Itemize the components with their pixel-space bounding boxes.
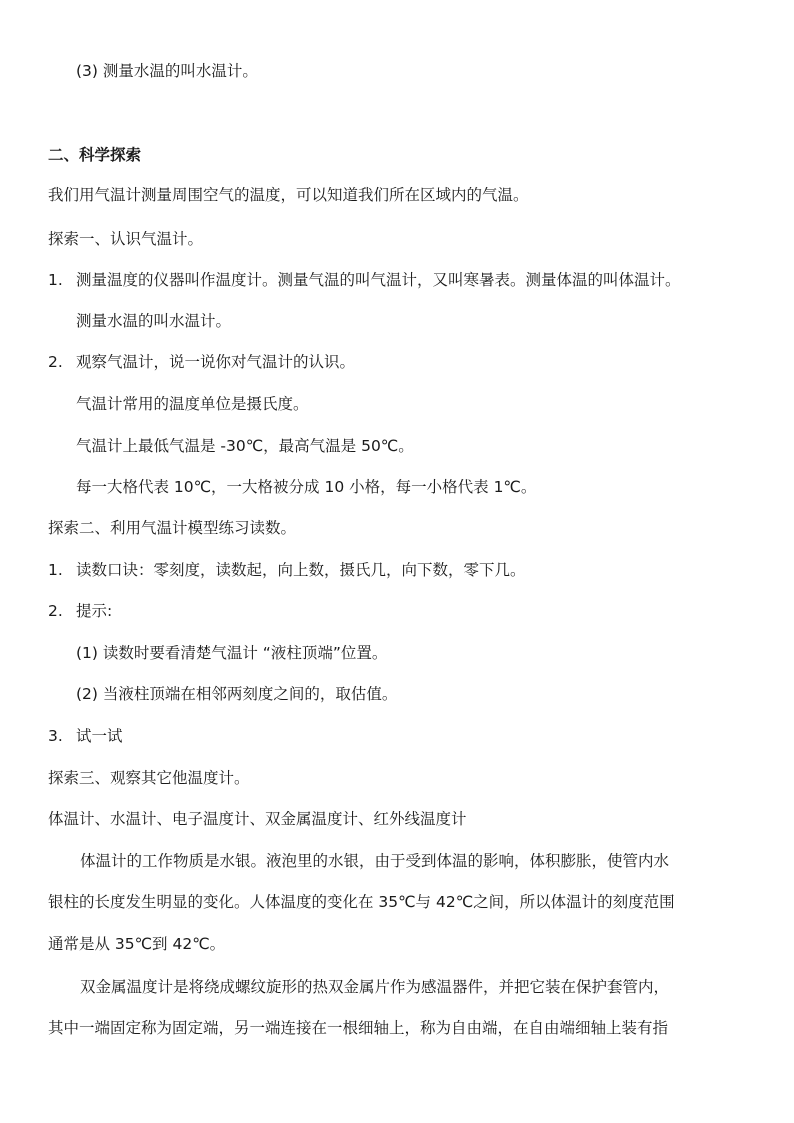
list-number: 1. <box>48 561 63 579</box>
list-number: 2. <box>48 602 63 620</box>
hint-1: (1) 读数时要看清楚气温计 “液柱顶端”位置。 <box>76 644 388 662</box>
intro-paragraph: 我们用气温计测量周围空气的温度，可以知道我们所在区域内的气温。 <box>48 186 529 204</box>
body-thermometer-paragraph-line-2: 银柱的长度发生明显的变化。人体温度的变化在 35℃与 42℃之间，所以体温计的刻度范围 <box>48 893 675 911</box>
bimetal-thermometer-paragraph-line-2: 其中一端固定称为固定端，另一端连接在一根细轴上，称为自由端，在自由端细轴上装有指 <box>48 1019 669 1037</box>
bimetal-thermometer-paragraph-line-1: 双金属温度计是将绕成螺纹旋形的热双金属片作为感温器件，并把它装在保护套管内， <box>80 978 670 996</box>
list-number: 1. <box>48 271 63 289</box>
item-3-water-thermometer: (3) 测量水温的叫水温计。 <box>76 62 258 80</box>
list-number: 2. <box>48 353 63 371</box>
hint-2: (2) 当液柱顶端在相邻两刻度之间的，取估值。 <box>76 685 398 703</box>
exploration-1-title: 探索一、认识气温计。 <box>48 230 204 248</box>
reading-list-item-1 <box>0 559 794 581</box>
list-text: 提示: <box>76 602 113 620</box>
list-text: 试一试 <box>76 727 123 745</box>
thermometer-unit-line: 气温计常用的温度单位是摄氏度。 <box>76 395 309 413</box>
exploration-2-title: 探索二、利用气温计模型练习读数。 <box>48 519 297 537</box>
body-thermometer-paragraph-line-3: 通常是从 35℃到 42℃。 <box>48 935 226 953</box>
list-item-2 <box>0 351 794 373</box>
list-text: 观察气温计，说一说你对气温计的认识。 <box>76 353 356 371</box>
list-item-1-continued: 测量水温的叫水温计。 <box>76 312 232 330</box>
reading-list-item-3 <box>0 725 794 747</box>
list-text: 读数口诀：零刻度，读数起，向上数，摄氏几，向下数，零下几。 <box>76 561 526 579</box>
section-heading-science-exploration: 二、科学探索 <box>48 146 142 164</box>
list-text: 测量温度的仪器叫作温度计。测量气温的叫气温计，又叫寒暑表。测量体温的叫体温计。 <box>76 271 681 289</box>
thermometer-range-line: 气温计上最低气温是 -30℃，最高气温是 50℃。 <box>76 437 414 455</box>
reading-list-item-2 <box>0 600 794 622</box>
exploration-3-title: 探索三、观察其它他温度计。 <box>48 769 250 787</box>
list-number: 3. <box>48 727 63 745</box>
thermometer-scale-line: 每一大格代表 10℃，一大格被分成 10 小格，每一小格代表 1℃。 <box>76 478 537 496</box>
list-item-1 <box>0 269 794 291</box>
body-thermometer-paragraph-line-1: 体温计的工作物质是水银。液泡里的水银，由于受到体温的影响，体积膨胀，使管内水 <box>80 852 670 870</box>
thermometer-types-line: 体温计、水温计、电子温度计、双金属温度计、红外线温度计 <box>48 810 467 828</box>
